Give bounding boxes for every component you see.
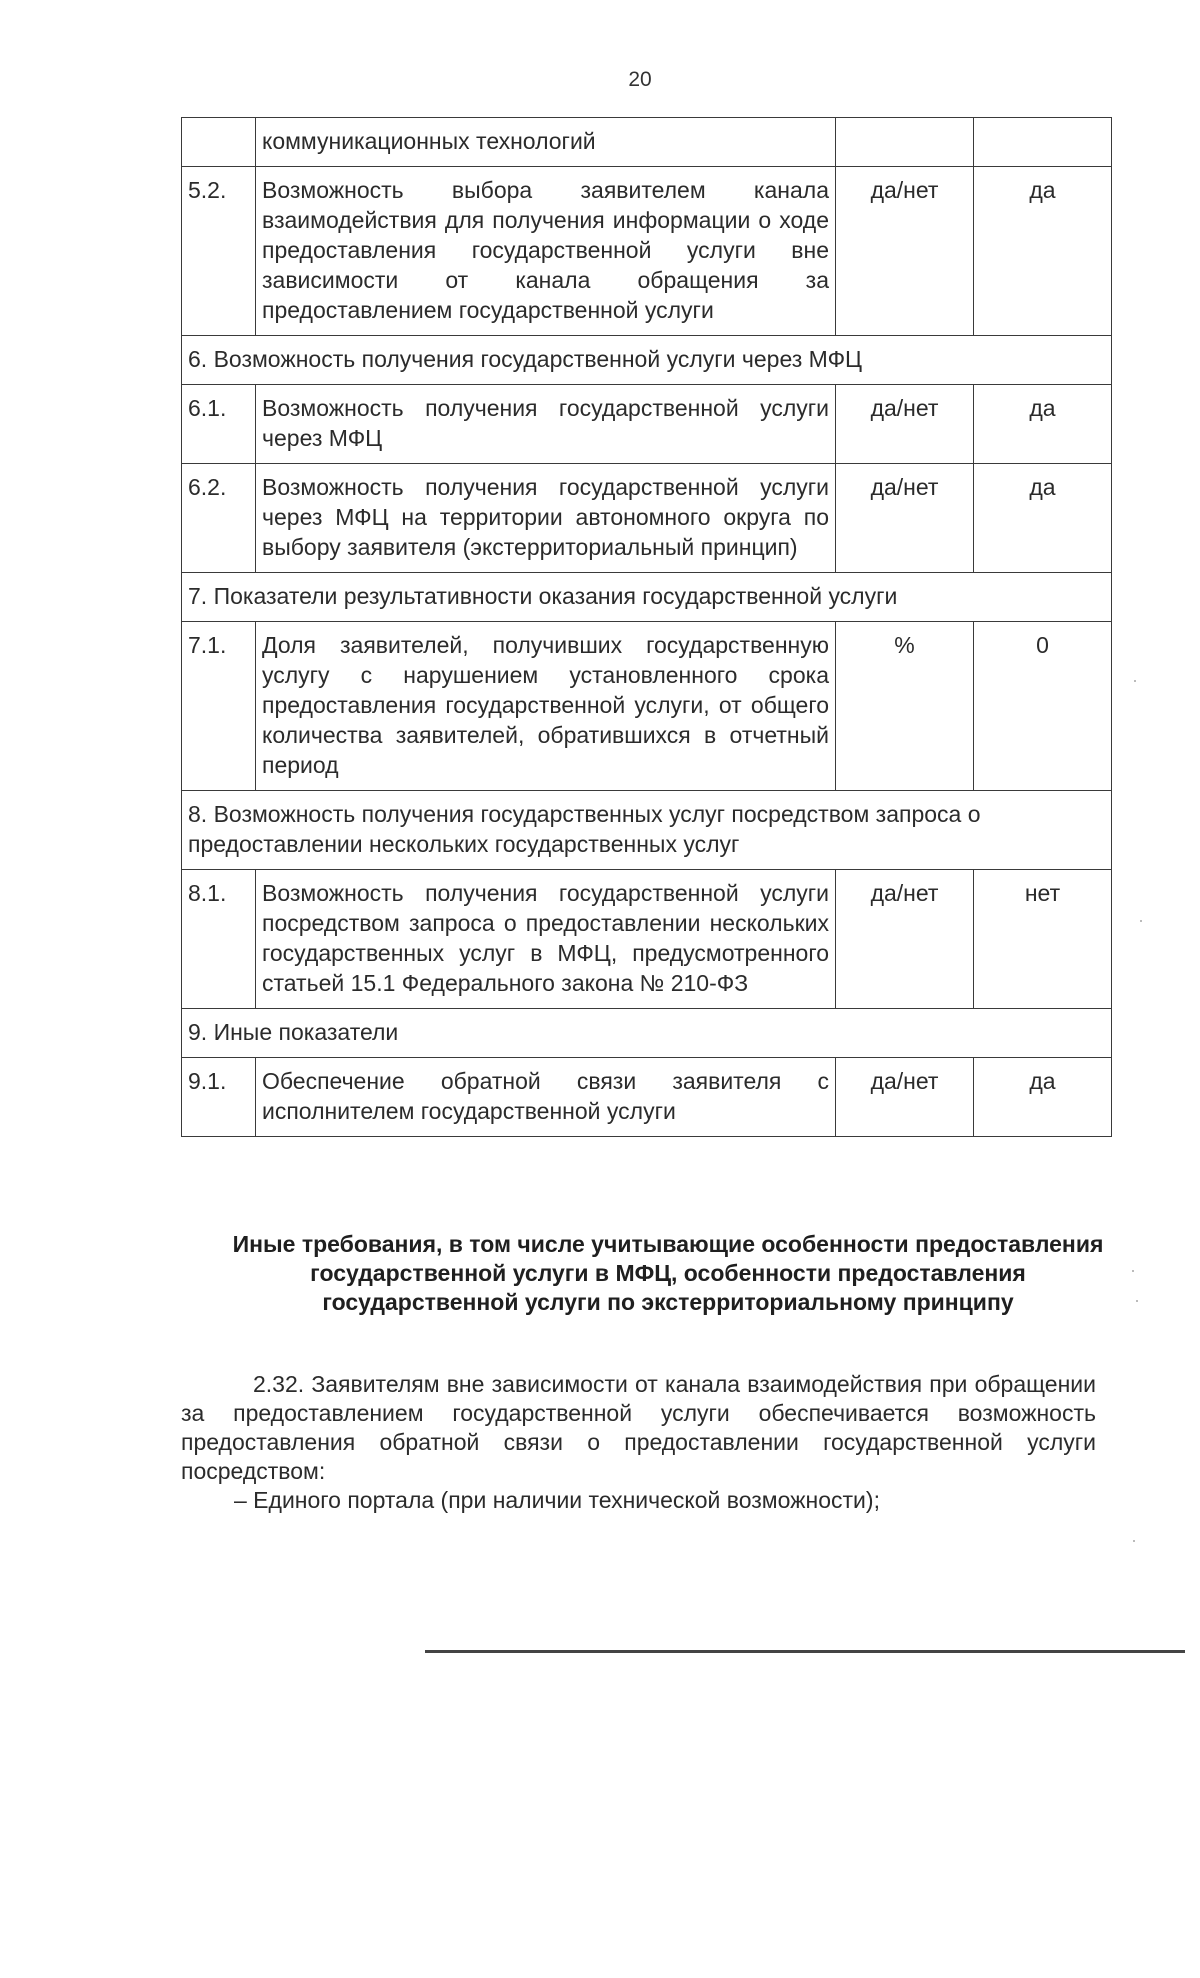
indicator-unit: да/нет xyxy=(836,167,974,336)
row-number: 9.1. xyxy=(182,1058,256,1137)
indicator-text: Возможность получения государственной услуги через МФЦ на территории автономного округа по выбору заявителя (экстерриториальный принцип) xyxy=(256,464,836,573)
indicator-value: нет xyxy=(974,870,1112,1009)
paragraph-2-32: 2.32. Заявителям вне зависимости от канала взаимодействия при обращении за предоставлением государственной услуги обеспечивается возможность предоставления обратной связи о предоставлении государственной услуги посредством: xyxy=(181,1371,1096,1484)
indicator-text: коммуникационных технологий xyxy=(256,118,836,167)
indicator-value: да xyxy=(974,1058,1112,1137)
table-row xyxy=(182,870,1112,1009)
indicator-text: Возможность получения государственной услуги посредством запроса о предоставлении нескольких государственных услуг в МФЦ, предусмотренного статьей 15.1 Федерального закона № 210-ФЗ xyxy=(256,870,836,1009)
indicator-unit: да/нет xyxy=(836,1058,974,1137)
section-title: 8. Возможность получения государственных услуг посредством запроса о предоставлении нескольких государственных услуг xyxy=(182,791,1112,870)
page-number: 20 xyxy=(628,68,652,91)
row-number: 6.2. xyxy=(182,464,256,573)
row-number: 7.1. xyxy=(182,622,256,791)
section-heading: Иные требования, в том числе учитывающие особенности предоставления государственной услуги в МФЦ, особенности предоставления государственной услуги по экстерриториальному принципу xyxy=(232,1231,1104,1315)
indicator-unit: да/нет xyxy=(836,464,974,573)
section-row xyxy=(182,1009,1112,1058)
indicator-unit: да/нет xyxy=(836,870,974,1009)
indicator-unit: да/нет xyxy=(836,385,974,464)
table-row xyxy=(182,464,1112,573)
indicator-value: да xyxy=(974,385,1112,464)
indicator-text: Доля заявителей, получивших государственную услугу с нарушением установленного срока предоставления государственной услуги, от общего количества заявителей, обратившихся в отчетный период xyxy=(256,622,836,791)
table-row xyxy=(182,167,1112,336)
indicator-value: 0 xyxy=(974,622,1112,791)
indicator-text: Возможность получения государственной услуги через МФЦ xyxy=(256,385,836,464)
section-title: 6. Возможность получения государственной услуги через МФЦ xyxy=(182,336,1112,385)
table-row xyxy=(182,118,1112,167)
indicator-text: Обеспечение обратной связи заявителя с исполнителем государственной услуги xyxy=(256,1058,836,1137)
section-row xyxy=(182,336,1112,385)
section-title: 7. Показатели результативности оказания государственной услуги xyxy=(182,573,1112,622)
row-number: 8.1. xyxy=(182,870,256,1009)
section-row xyxy=(182,791,1112,870)
table-row xyxy=(182,1058,1112,1137)
section-row xyxy=(182,573,1112,622)
indicator-value: да xyxy=(974,167,1112,336)
scan-noise xyxy=(1130,660,1170,1560)
row-number: 6.1. xyxy=(182,385,256,464)
horizontal-rule xyxy=(425,1650,1185,1653)
indicator-unit: % xyxy=(836,622,974,791)
list-item: – Единого портала (при наличии технической возможности); xyxy=(234,1487,880,1513)
table-row xyxy=(182,622,1112,791)
row-number xyxy=(182,118,256,167)
indicator-text: Возможность выбора заявителем канала взаимодействия для получения информации о ходе предоставления государственной услуги вне зависимости от канала обращения за предоставлением государственной услуги xyxy=(256,167,836,336)
table-row xyxy=(182,385,1112,464)
indicators-table xyxy=(181,117,1112,1137)
indicator-unit xyxy=(836,118,974,167)
indicator-value: да xyxy=(974,464,1112,573)
section-title: 9. Иные показатели xyxy=(182,1009,1112,1058)
indicator-value xyxy=(974,118,1112,167)
row-number: 5.2. xyxy=(182,167,256,336)
